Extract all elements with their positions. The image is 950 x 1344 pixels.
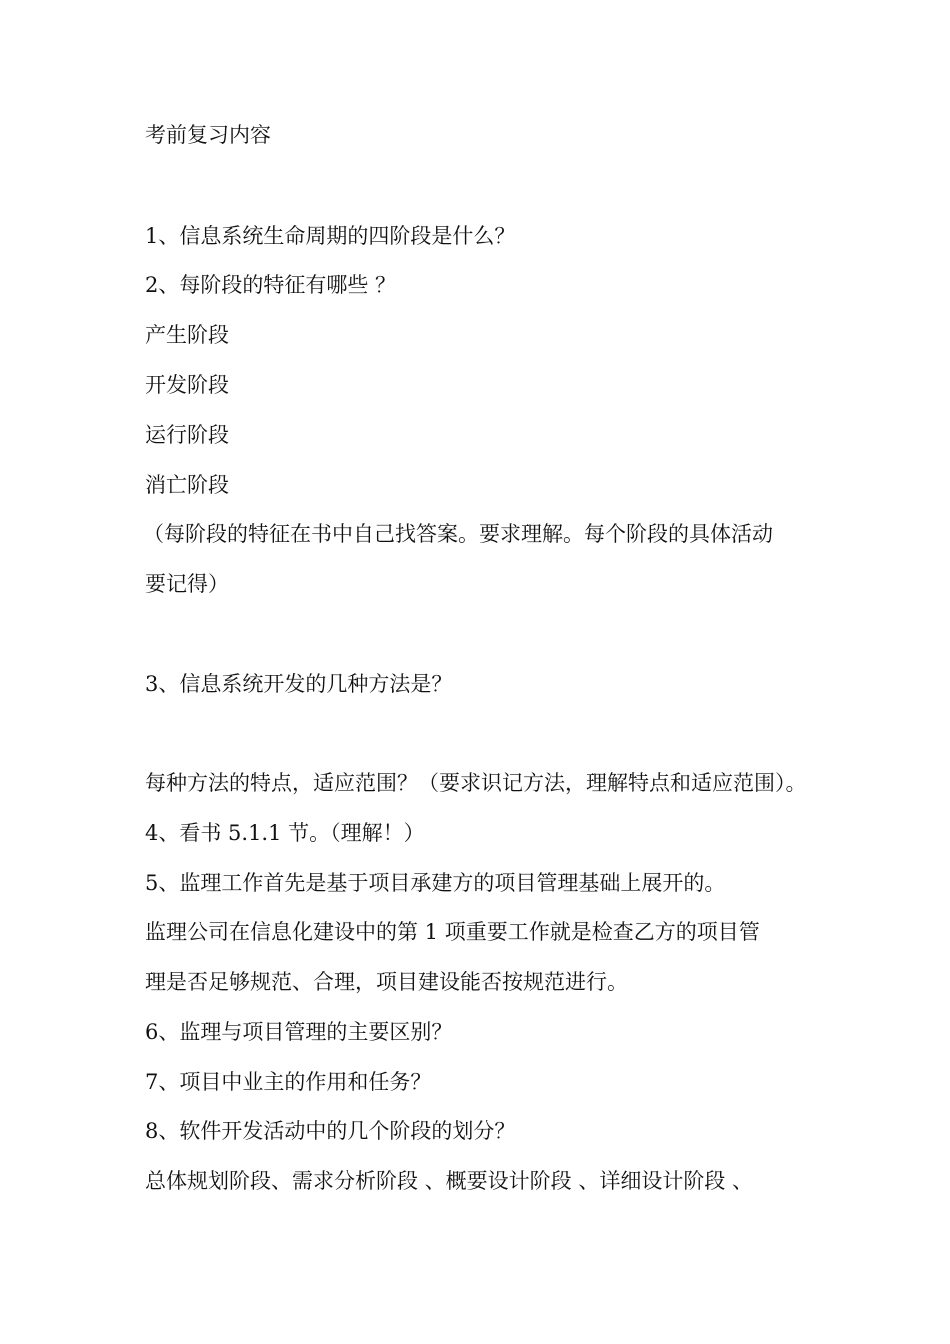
answer-text-continued: 理是否足够规范、合理，项目建设能否按规范进行。 bbox=[145, 970, 628, 994]
answer-text: 监理公司在信息化建设中的第 1 项重要工作就是检查乙方的项目管 bbox=[145, 920, 760, 944]
question-8: 8、软件开发活动中的几个阶段的划分？ bbox=[145, 1119, 516, 1143]
question-7: 7、项目中业主的作用和任务？ bbox=[145, 1070, 432, 1094]
question-2: 2、每阶段的特征有哪些 ？ bbox=[145, 273, 397, 297]
question-4: 4、看书 5.1.1 节。（理解！） bbox=[145, 821, 425, 845]
stage-item: 消亡阶段 bbox=[145, 473, 229, 497]
question-5: 5、监理工作首先是基于项目承建方的项目管理基础上展开的。 bbox=[145, 871, 726, 895]
method-note: 每种方法的特点，适应范围？（要求识记方法，理解特点和适应范围）。 bbox=[145, 771, 807, 795]
question-1: 1、信息系统生命周期的四阶段是什么？ bbox=[145, 224, 516, 248]
stage-item: 开发阶段 bbox=[145, 373, 229, 397]
stage-item: 运行阶段 bbox=[145, 423, 229, 447]
document-title: 考前复习内容 bbox=[145, 123, 271, 147]
note-text: （每阶段的特征在书中自己找答案。要求理解。每个阶段的具体活动 bbox=[143, 522, 773, 546]
stage-item: 产生阶段 bbox=[145, 323, 229, 347]
phase-list: 总体规划阶段、需求分析阶段 、概要设计阶段 、详细设计阶段 、 bbox=[145, 1169, 754, 1193]
question-6: 6、监理与项目管理的主要区别？ bbox=[145, 1020, 453, 1044]
question-3: 3、信息系统开发的几种方法是？ bbox=[145, 672, 453, 696]
note-text-continued: 要记得） bbox=[145, 572, 229, 596]
